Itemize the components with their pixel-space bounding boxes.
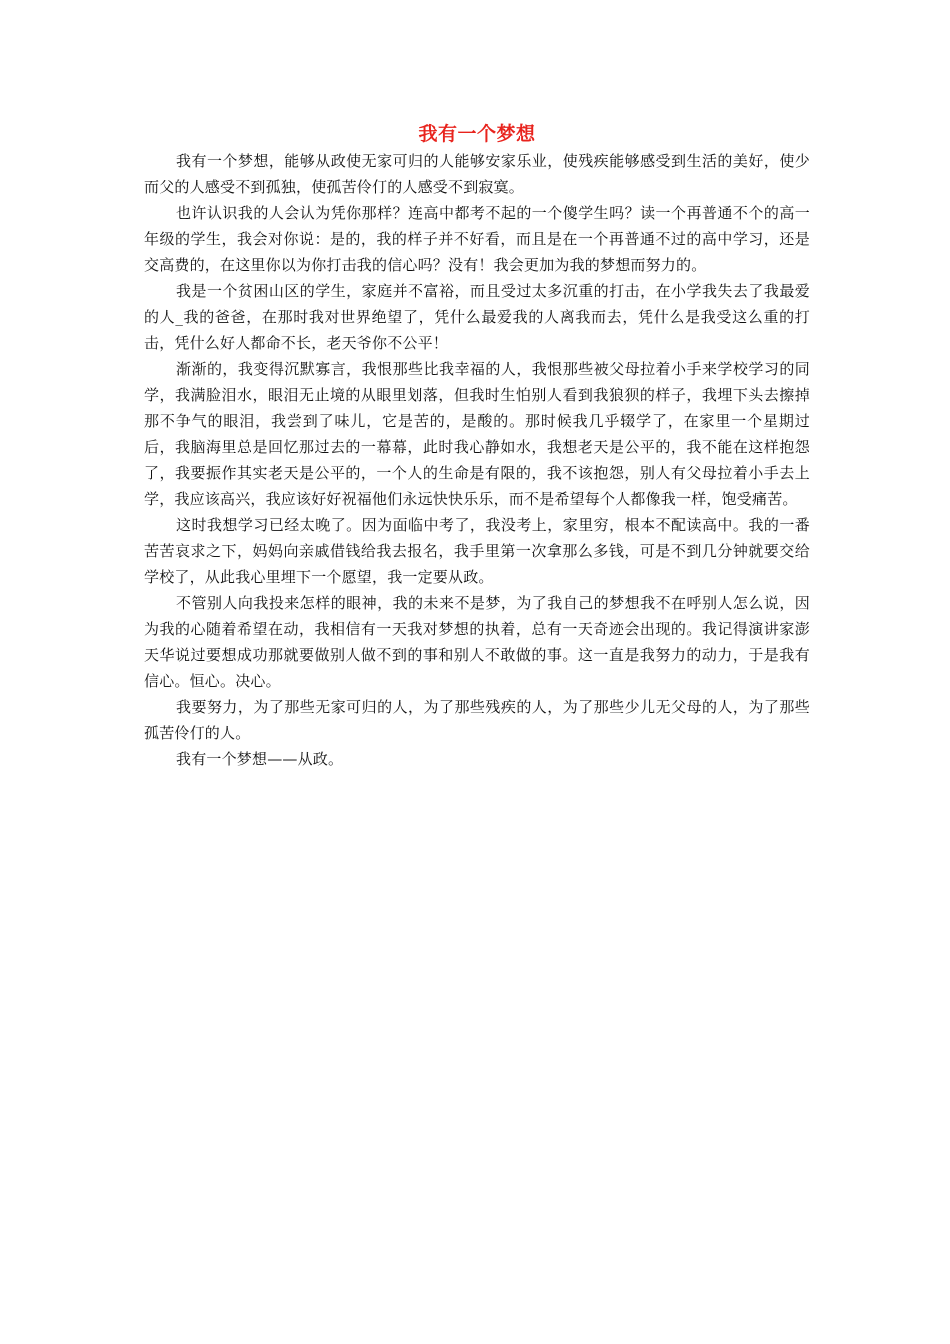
- paragraph-4: 渐渐的，我变得沉默寡言，我恨那些比我幸福的人，我恨那些被父母拉着小手来学校学习的同学，我满脸泪水，眼泪无止境的从眼里划落，但我时生怕别人看到我狼狈的样子，我埋下头去擦掉那不争气的眼泪，我尝到了味儿，它是苦的，是酸的。那时候我几乎辍学了，在家里一个星期过后，我脑海里总是回忆那过去的一幕幕，此时我心静如水，我想老天是公平的，我不能在这样抱怨了，我要振作其实老天是公平的，一个人的生命是有限的，我不该抱怨，别人有父母拉着小手去上学，我应该高兴，我应该好好祝福他们永远快快乐乐，而不是希望每个人都像我一样，饱受痛苦。: [144, 360, 810, 508]
- document-content: [144, 120, 810, 772]
- paragraph-5: 这时我想学习已经太晚了。因为面临中考了，我没考上，家里穷，根本不配读高中。我的一番苦苦哀求之下，妈妈向亲戚借钱给我去报名，我手里第一次拿那么多钱，可是不到几分钟就要交给学校了，从此我心里埋下一个愿望，我一定要从政。: [144, 516, 810, 586]
- paragraph-6: 不管别人向我投来怎样的眼神，我的未来不是梦，为了我自己的梦想我不在呼别人怎么说，因为我的心随着希望在动，我相信有一天我对梦想的执着，总有一天奇迹会出现的。我记得演讲家澎天华说过要想成功那就要做别人做不到的事和别人不敢做的事。这一直是我努力的动力，于是我有信心。恒心。决心。: [144, 594, 810, 690]
- paragraph-2: 也许认识我的人会认为凭你那样？连高中都考不起的一个傻学生吗？读一个再普通不个的高一年级的学生，我会对你说：是的，我的样子并不好看，而且是在一个再普通不过的高中学习，还是交高费的，在这里你以为你打击我的信心吗？没有！我会更加为我的梦想而努力的。: [144, 204, 810, 274]
- paragraph-7: 我要努力，为了那些无家可归的人，为了那些残疾的人，为了那些少儿无父母的人，为了那些孤苦伶仃的人。: [144, 698, 810, 742]
- paragraph-1: 我有一个梦想，能够从政使无家可归的人能够安家乐业，使残疾能够感受到生活的美好，使少而父的人感受不到孤独，使孤苦伶仃的人感受不到寂寞。: [144, 152, 810, 196]
- paragraph-8: 我有一个梦想——从政。: [176, 750, 344, 768]
- paragraph-3: 我是一个贫困山区的学生，家庭并不富裕，而且受过太多沉重的打击，在小学我失去了我最爱的人_我的爸爸，在那时我对世界绝望了，凭什么最爱我的人离我而去，凭什么是我受这么重的打击，凭什么好人都命不长，老天爷你不公平！: [144, 282, 810, 352]
- document-title: 我有一个梦想: [418, 123, 536, 145]
